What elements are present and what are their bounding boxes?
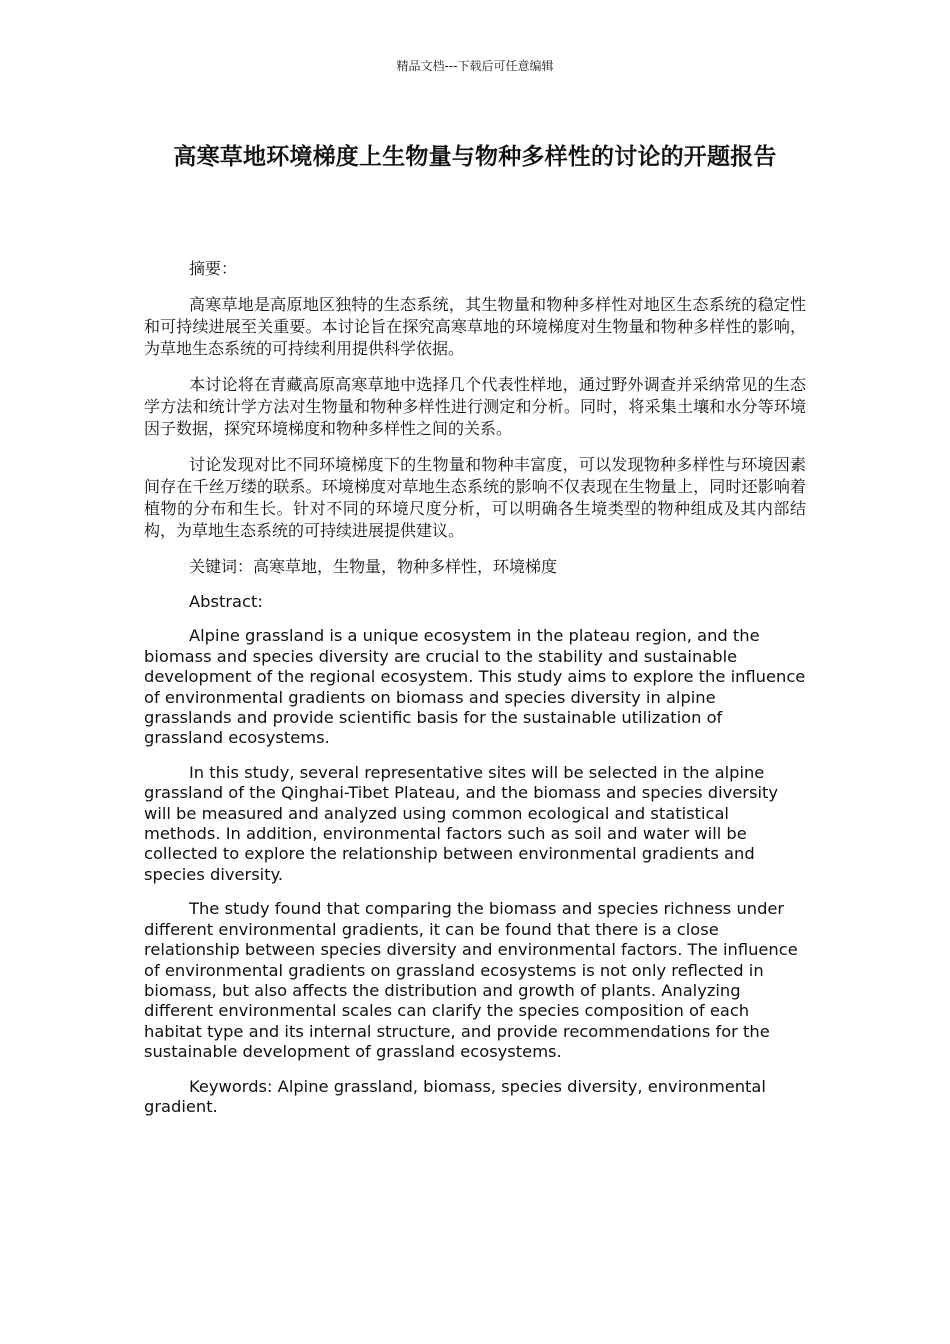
abstract-cn-heading: 摘要： xyxy=(189,259,238,278)
keywords-en: Keywords: Alpine grassland, biomass, species diversity, environmental gradient. xyxy=(144,1076,766,1116)
abstract-en-heading: Abstract: xyxy=(189,592,263,611)
abstract-cn-paragraph: 高寒草地是高原地区独特的生态系统，其生物量和物种多样性对地区生态系统的稳定性和可持续进展至关重要。本讨论旨在探究高寒草地的环境梯度对生物量和物种多样性的影响，为草地生态系统的可持续利用提供科学依据。 xyxy=(144,295,806,358)
abstract-cn-paragraph: 本讨论将在青藏高原高寒草地中选择几个代表性样地，通过野外调查并采纳常见的生态学方法和统计学方法对生物量和物种多样性进行测定和分析。同时，将采集土壤和水分等环境因子数据，探究环境梯度和物种多样性之间的关系。 xyxy=(144,375,806,438)
abstract-en-paragraph: Alpine grassland is a unique ecosystem in the plateau region, and the biomass and species diversity are crucial to the stability and sustainable development of the regional ecosystem. This study aims to explore the influence of environmental gradients on biomass and species diversity in alpine grasslands and provide scientific basis for the sustainable utilization of grassland ecosystems. xyxy=(144,626,806,748)
document-body xyxy=(144,258,806,1131)
abstract-cn-paragraph: 讨论发现对比不同环境梯度下的生物量和物种丰富度，可以发现物种多样性与环境因素间存在千丝万缕的联系。环境梯度对草地生态系统的影响不仅表现在生物量上，同时还影响着植物的分布和生长。针对不同的环境尺度分析，可以明确各生境类型的物种组成及其内部结构，为草地生态系统的可持续进展提供建议。 xyxy=(144,455,806,540)
keywords-cn: 关键词：高寒草地，生物量，物种多样性，环境梯度 xyxy=(189,557,558,576)
document-title: 高寒草地环境梯度上生物量与物种多样性的讨论的开题报告 xyxy=(173,144,777,170)
abstract-en-paragraph: In this study, several representative sites will be selected in the alpine grassland of the Qinghai-Tibet Plateau, and the biomass and species diversity will be measured and analyzed using common ecological and statistical methods. In addition, environmental factors such as soil and water will be collected to explore the relationship between environmental gradients and species diversity. xyxy=(144,762,779,884)
header-note: 精品文档---下载后可任意编辑 xyxy=(396,59,554,73)
abstract-en-paragraph: The study found that comparing the biomass and species richness under different environmental gradients, it can be found that there is a close relationship between species diversity and environmental factors. The influence of environmental gradients on grassland ecosystems is not only reflected in biomass, but also affects the distribution and growth of plants. Analyzing different environmental scales can clarify the species composition of each habitat type and its internal structure, and provide recommendations for the sustainable development of grassland ecosystems. xyxy=(144,899,798,1062)
